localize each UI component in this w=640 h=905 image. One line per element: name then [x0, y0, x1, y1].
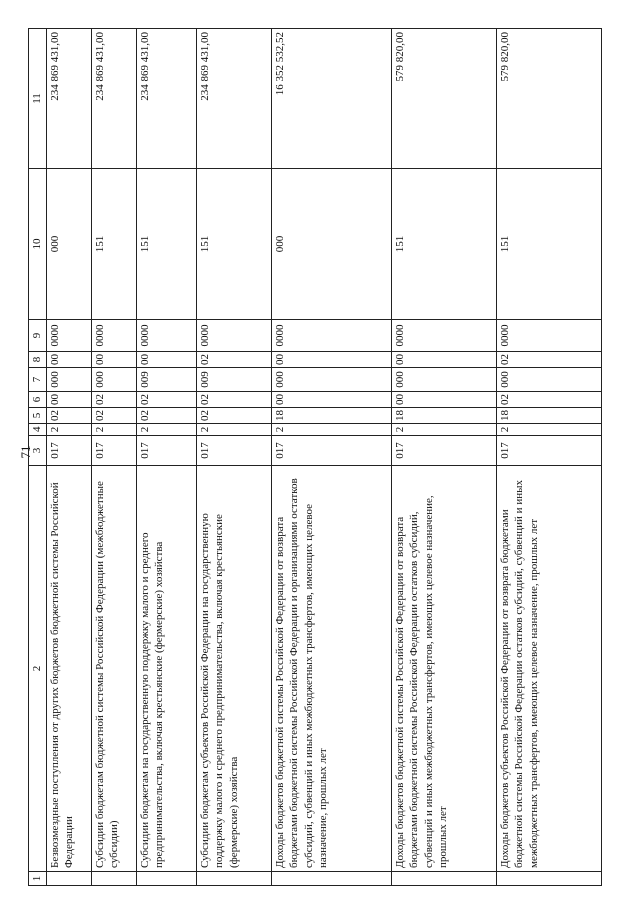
- code-cell-c8: 00: [391, 352, 496, 368]
- code-cell-c8: 00: [271, 352, 391, 368]
- row-name-cell: Доходы бюджетов субъектов Российской Федерации от возврата бюджетами бюджетной системы Российской Федерации остатков субсидий, субвенций и иных межбюджетных трансфертов, имеющих целевое назначение, прошлых лет: [496, 466, 601, 872]
- row-name-cell: Субсидии бюджетам на государственную поддержку малого и среднего предпринимательства, включая крестьянские (фермерские) хозяйства: [136, 466, 196, 872]
- code-cell-c4: 2: [271, 424, 391, 436]
- code-cell-c4: 2: [91, 424, 136, 436]
- code-cell-c10: 000: [46, 169, 91, 320]
- code-cell-c3: 017: [46, 436, 91, 466]
- code-cell-c7: 009: [196, 368, 271, 392]
- code-cell-c7: 000: [46, 368, 91, 392]
- header-cell: 5: [29, 408, 47, 424]
- code-cell-c7: 000: [91, 368, 136, 392]
- code-cell-c9: 0000: [46, 320, 91, 352]
- code-cell-c3: 017: [271, 436, 391, 466]
- header-cell: 11: [29, 29, 47, 169]
- code-cell-c8: 00: [136, 352, 196, 368]
- code-cell-c4: 2: [496, 424, 601, 436]
- code-cell-c5: 18: [271, 408, 391, 424]
- row-number-cell: [196, 872, 271, 886]
- row-name-cell: Доходы бюджетов бюджетной системы Российской Федерации от возврата бюджетами бюджетной системы Российской Федерации остатков субсидий, субвенций и иных межбюджетных трансфертов, имеющих целевое назначение, прошлых лет: [391, 466, 496, 872]
- header-cell: 2: [29, 466, 47, 872]
- row-name-cell: Доходы бюджетов бюджетной системы Российской Федерации от возврата бюджетами бюджетной системы Российской Федерации и организациями остатков субсидий, субвенций и иных межбюджетных трансфертов, имеющих целевое назначение, прошлых лет: [271, 466, 391, 872]
- amount-cell: 16 352 532,52: [271, 29, 391, 169]
- code-cell-c10: 151: [196, 169, 271, 320]
- table-row: [91, 29, 136, 886]
- code-cell-c7: 000: [391, 368, 496, 392]
- code-cell-c9: 0000: [271, 320, 391, 352]
- code-cell-c10: 151: [136, 169, 196, 320]
- code-cell-c4: 2: [46, 424, 91, 436]
- code-cell-c8: 00: [91, 352, 136, 368]
- code-cell-c9: 0000: [391, 320, 496, 352]
- header-cell: 7: [29, 368, 47, 392]
- code-cell-c5: 02: [196, 408, 271, 424]
- table-row: [391, 29, 496, 886]
- table-row: [136, 29, 196, 886]
- code-cell-c3: 017: [496, 436, 601, 466]
- code-cell-c6: 02: [496, 392, 601, 408]
- header-cell: 1: [29, 872, 47, 886]
- code-cell-c10: 000: [271, 169, 391, 320]
- code-cell-c5: 02: [46, 408, 91, 424]
- code-cell-c9: 0000: [91, 320, 136, 352]
- header-cell: 6: [29, 392, 47, 408]
- table-row: [46, 29, 91, 886]
- code-cell-c8: 00: [46, 352, 91, 368]
- code-cell-c3: 017: [391, 436, 496, 466]
- page-number: 71: [18, 445, 33, 459]
- row-number-cell: [391, 872, 496, 886]
- code-cell-c10: 151: [391, 169, 496, 320]
- code-cell-c5: 02: [91, 408, 136, 424]
- header-row: [29, 29, 47, 886]
- code-cell-c7: 000: [271, 368, 391, 392]
- amount-cell: 579 820,00: [391, 29, 496, 169]
- code-cell-c10: 151: [91, 169, 136, 320]
- row-number-cell: [46, 872, 91, 886]
- code-cell-c6: 02: [91, 392, 136, 408]
- code-cell-c4: 2: [136, 424, 196, 436]
- code-cell-c6: 02: [196, 392, 271, 408]
- code-cell-c5: 02: [136, 408, 196, 424]
- code-cell-c3: 017: [91, 436, 136, 466]
- code-cell-c6: 02: [136, 392, 196, 408]
- row-number-cell: [271, 872, 391, 886]
- amount-cell: 234 869 431,00: [91, 29, 136, 169]
- code-cell-c7: 009: [136, 368, 196, 392]
- budget-table-frame: [28, 29, 598, 886]
- header-cell: 8: [29, 352, 47, 368]
- code-cell-c9: 0000: [496, 320, 601, 352]
- code-cell-c9: 0000: [136, 320, 196, 352]
- code-cell-c6: 00: [46, 392, 91, 408]
- table-row: [196, 29, 271, 886]
- code-cell-c5: 18: [391, 408, 496, 424]
- row-name-cell: Субсидии бюджетам субъектов Российской Федерации на государственную поддержку малого и среднего предпринимательства, включая крестьянские (фермерские) хозяйства: [196, 466, 271, 872]
- table-row: [496, 29, 601, 886]
- header-cell: 3: [29, 436, 47, 466]
- budget-revenue-table: [28, 28, 602, 886]
- header-cell: 10: [29, 169, 47, 320]
- code-cell-c6: 00: [271, 392, 391, 408]
- amount-cell: 234 869 431,00: [46, 29, 91, 169]
- code-cell-c10: 151: [496, 169, 601, 320]
- header-cell: 9: [29, 320, 47, 352]
- code-cell-c8: 02: [496, 352, 601, 368]
- row-name-cell: Безвозмездные поступления от других бюджетов бюджетной системы Российской Федерации: [46, 466, 91, 872]
- code-cell-c4: 2: [391, 424, 496, 436]
- code-cell-c7: 000: [496, 368, 601, 392]
- code-cell-c3: 017: [196, 436, 271, 466]
- code-cell-c9: 0000: [196, 320, 271, 352]
- amount-cell: 579 820,00: [496, 29, 601, 169]
- table-row: [271, 29, 391, 886]
- header-cell: 4: [29, 424, 47, 436]
- row-number-cell: [91, 872, 136, 886]
- code-cell-c4: 2: [196, 424, 271, 436]
- code-cell-c8: 02: [196, 352, 271, 368]
- row-number-cell: [136, 872, 196, 886]
- row-name-cell: Субсидии бюджетам бюджетной системы Российской Федерации (межбюджетные субсидии): [91, 466, 136, 872]
- row-number-cell: [496, 872, 601, 886]
- amount-cell: 234 869 431,00: [196, 29, 271, 169]
- code-cell-c5: 18: [496, 408, 601, 424]
- amount-cell: 234 869 431,00: [136, 29, 196, 169]
- code-cell-c6: 00: [391, 392, 496, 408]
- code-cell-c3: 017: [136, 436, 196, 466]
